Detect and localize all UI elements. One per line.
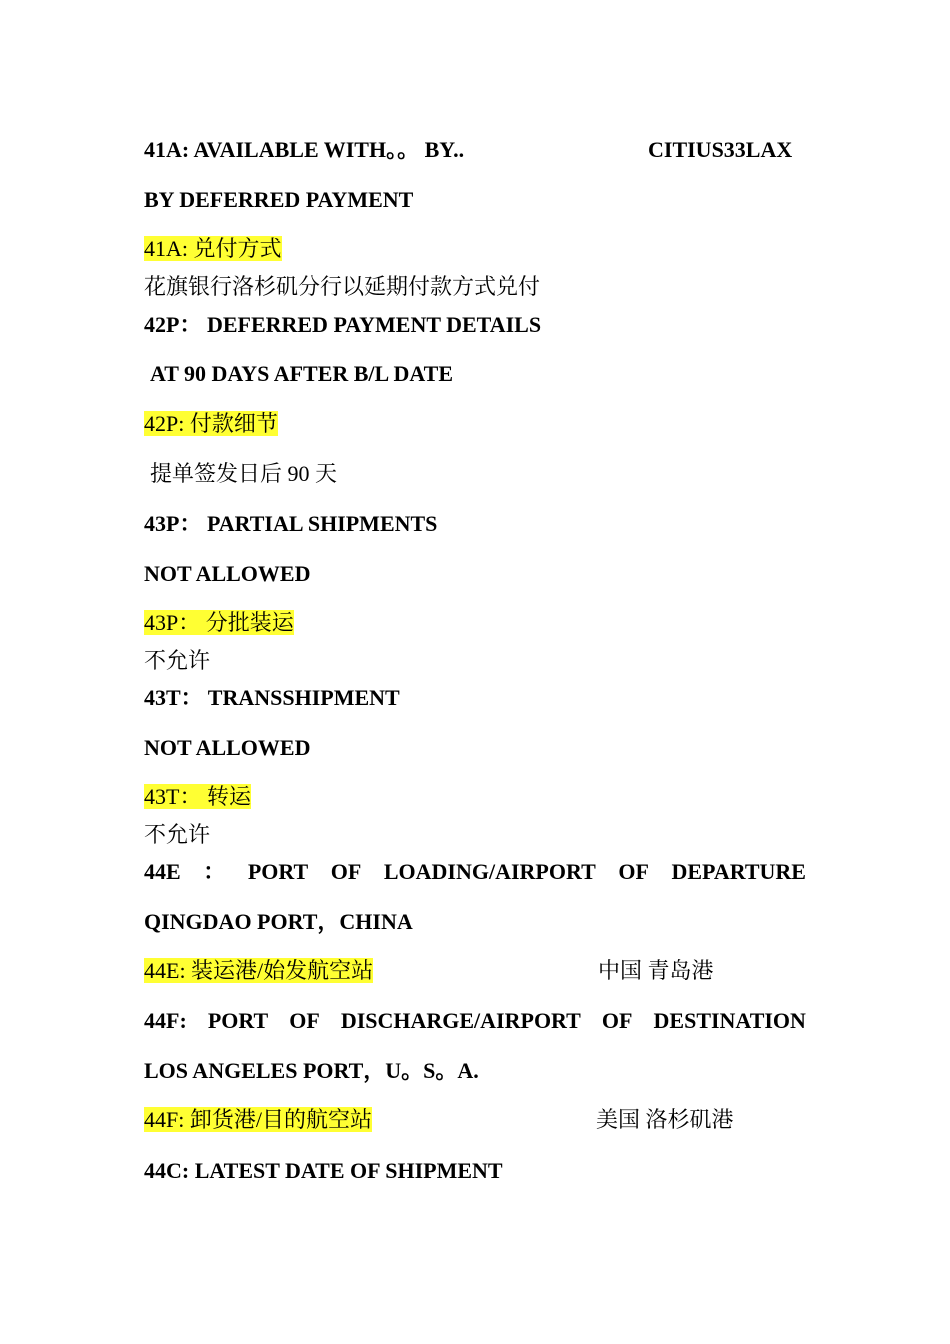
field-43t-cn-value: 不允许 (144, 822, 211, 847)
field-44f-heading (144, 1007, 806, 1035)
field-43t-value: NOT ALLOWED (144, 735, 311, 760)
word: DISCHARGE/AIRPORT (340, 1008, 581, 1033)
field-42p-value: AT 90 DAYS AFTER B/L DATE (150, 361, 453, 386)
word: OF (618, 859, 649, 884)
word: DESTINATION (653, 1008, 806, 1033)
word: OF (601, 1008, 633, 1033)
word: 44F: (144, 1008, 187, 1033)
field-44e-cn-value: 中国 青岛港 (598, 958, 714, 983)
field-44f-cn-value: 美国 洛杉矶港 (596, 1107, 734, 1132)
field-44e-heading (144, 858, 806, 886)
word: LOADING/AIRPORT (383, 859, 596, 884)
word: OF (330, 859, 362, 884)
field-43p-cn-heading (144, 609, 806, 637)
word: OF (289, 1008, 320, 1033)
field-44c-heading: 44C: LATEST DATE OF SHIPMENT (144, 1158, 503, 1183)
highlighted-label: 41A: 兑付方式 (144, 236, 282, 261)
field-44e-cn-heading (144, 957, 806, 985)
word: 44E (144, 859, 181, 884)
field-41a-value: BY DEFERRED PAYMENT (144, 187, 414, 212)
field-43p-heading: 43P： PARTIAL SHIPMENTS (144, 511, 438, 536)
highlighted-label: 44F: 卸货港/目的航空站 (144, 1107, 372, 1132)
field-43p-value: NOT ALLOWED (144, 561, 311, 586)
field-42p-heading: 42P： DEFERRED PAYMENT DETAILS (144, 312, 542, 337)
field-41a-cn-value: 花旗银行洛杉矶分行以延期付款方式兑付 (144, 274, 541, 299)
field-42p-cn-heading (144, 410, 806, 438)
highlighted-label: 44E: 装运港/始发航空站 (144, 958, 374, 983)
field-41a-heading (144, 136, 806, 164)
field-43p-cn-value: 不允许 (144, 648, 211, 673)
word: DEPARTURE (671, 859, 806, 884)
field-41a-cn-heading (144, 235, 806, 263)
field-44f-value: LOS ANGELES PORT，U。S。A. (144, 1058, 479, 1083)
field-43t-heading: 43T： TRANSSHIPMENT (144, 685, 400, 710)
field-42p-cn-value: 提单签发日后 90 天 (150, 461, 338, 486)
field-44e-value: QINGDAO PORT，CHINA (144, 909, 413, 934)
word: PORT (207, 1008, 269, 1033)
field-44f-cn-heading (144, 1106, 806, 1134)
word: PORT (247, 859, 309, 884)
highlighted-label: 43T： 转运 (144, 784, 251, 809)
highlighted-label: 43P： 分批装运 (144, 610, 294, 635)
field-41a-label: 41A: AVAILABLE WITH。。 BY.. (144, 137, 465, 162)
field-43t-cn-heading (144, 783, 806, 811)
word: ： (203, 859, 226, 884)
field-41a-bank-code: CITIUS33LAX (648, 137, 793, 162)
highlighted-label: 42P: 付款细节 (144, 411, 278, 436)
